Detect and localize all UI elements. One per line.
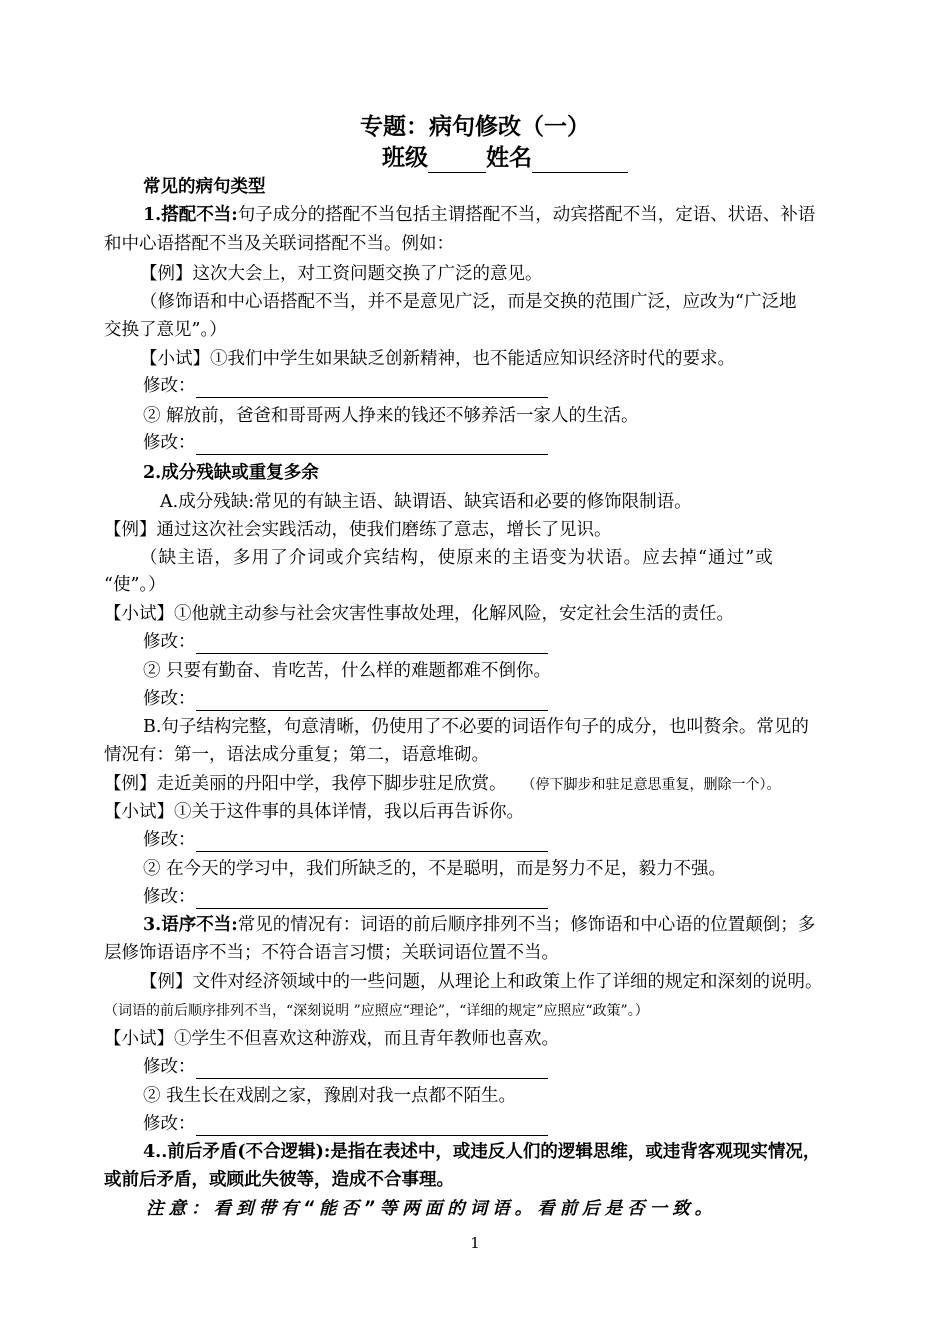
class-blank[interactable] (428, 150, 486, 173)
s1-heading: 1.搭配不当: (143, 205, 238, 225)
s2-explain1: （缺主语，多用了介词或介宾结构，使原来的主语变为状语。应去掉“通过”或 (140, 548, 774, 568)
fix-label: 修改： (143, 689, 196, 709)
s1-fix1-blank[interactable] (196, 375, 548, 398)
s2-fix1-blank[interactable] (196, 631, 548, 654)
s1-example: 【例】这次大会上，对工资问题交换了广泛的意见。 (140, 264, 543, 284)
s2-fix2-blank[interactable] (196, 688, 548, 711)
s1-fix2-blank[interactable] (196, 432, 548, 455)
page-title: 专题：病句修改（一） (360, 114, 590, 140)
s3-fix2 (143, 1112, 903, 1136)
page-number: 1 (470, 1234, 480, 1252)
fix-label: 修改： (143, 433, 196, 453)
s2-try1: 【小试】①他就主动参与社会灾害性事故处理，化解风险，安定社会生活的责任。 (104, 604, 734, 624)
section-heading: 常见的病句类型 (143, 177, 266, 197)
s3-fix1-blank[interactable] (196, 1056, 548, 1079)
s2-b-try1: 【小试】①关于这件事的具体详情，我以后再告诉你。 (104, 802, 524, 822)
s3-desc1: 常见的情况有：词语的前后顺序排列不当；修饰语和中心语的位置颠倒；多 (237, 915, 816, 935)
s3-desc2: 层修饰语语序不当；不符合语言习惯；关联词语位置不当。 (104, 943, 559, 963)
fix-label: 修改： (143, 830, 196, 850)
s4-line1: 4..前后矛盾(不合逻辑):是指在表述中，或违反人们的逻辑思维，或违背客观现实情况， (143, 1142, 821, 1162)
fix-label: 修改： (143, 632, 196, 652)
fix-label: 修改： (143, 1057, 196, 1077)
name-label: 姓名 (486, 145, 532, 171)
s3-example: 【例】文件对经济领域中的一些问题，从理论上和政策上作了详细的规定和深刻的说明。 (140, 972, 823, 992)
s2-explain2: “使”。） (104, 575, 166, 595)
s2-fix1 (143, 630, 903, 654)
s2-example: 【例】通过这次社会实践活动，使我们磨练了意志，增长了见识。 (104, 520, 612, 540)
s1-explain2: 交换了意见”。） (104, 320, 227, 340)
s3-fix1 (143, 1055, 903, 1079)
s2-b-fix1-blank[interactable] (196, 829, 548, 852)
s1-desc-line1 (143, 203, 903, 227)
name-blank[interactable] (532, 150, 628, 173)
s2-b-desc2: 情况有：第一，语法成分重复；第二，语意堆砌。 (104, 745, 489, 765)
s3-heading: 3.语序不当: (143, 915, 238, 935)
s3-explain: （词语的前后顺序排列不当，“深刻说明 ”应照应“理论”，“详细的规定”应照应“政策”。） (104, 1003, 649, 1019)
s2-b-example: 【例】走近美丽的丹阳中学，我停下脚步驻足欣赏。 (104, 774, 507, 794)
s2-b-desc1: B.句子结构完整，句意清晰，仍使用了不必要的词语作句子的成分，也叫赘余。常见的 (143, 717, 809, 737)
s2-a-desc: A.成分残缺:常见的有缺主语、缺谓语、缺宾语和必要的修饰限制语。 (160, 492, 692, 512)
s2-fix2 (143, 687, 903, 711)
s2-b-example-note: （停下脚步和驻足意思重复，删除一个）。 (528, 777, 781, 793)
fix-label: 修改： (143, 1114, 196, 1134)
s2-b-fix2 (143, 885, 903, 909)
s1-desc1: 句子成分的搭配不当包括主谓搭配不当，动宾搭配不当，定语、状语、补语 (237, 205, 816, 225)
fix-label: 修改： (143, 376, 196, 396)
s4-line2: 或前后矛盾，或顾此失彼等，造成不合事理。 (104, 1170, 454, 1190)
s1-fix1 (143, 374, 903, 398)
s3-try2: ② 我生长在戏剧之家，豫剧对我一点都不陌生。 (143, 1086, 517, 1106)
s1-desc-line2: 和中心语搭配不当及关联词搭配不当。例如： (104, 234, 454, 254)
s1-fix2 (143, 431, 903, 455)
s2-try2: ② 只要有勤奋、肯吃苦，什么样的难题都难不倒你。 (143, 661, 552, 681)
s3-try1: 【小试】①学生不但喜欢这种游戏，而且青年教师也喜欢。 (104, 1029, 559, 1049)
s3-desc-line1 (143, 913, 903, 937)
s2-b-fix1 (143, 828, 903, 852)
s4-note: 注意：看到带有“能否”等两面的词语。看前后是否一致。 (146, 1199, 718, 1219)
s1-try2: ② 解放前，爸爸和哥哥两人挣来的钱还不够养活一家人的生活。 (143, 406, 639, 426)
s1-try1: 【小试】①我们中学生如果缺乏创新精神，也不能适应知识经济时代的要求。 (140, 349, 735, 369)
s3-fix2-blank[interactable] (196, 1113, 548, 1136)
s2-b-try2: ② 在今天的学习中，我们所缺乏的，不是聪明，而是努力不足，毅力不强。 (143, 859, 727, 879)
s1-explain1: （修饰语和中心语搭配不当，并不是意见广泛，而是交换的范围广泛，应改为“广泛地 (140, 292, 797, 312)
class-label: 班级 (382, 145, 428, 171)
s2-heading: 2.成分残缺或重复多余 (143, 463, 319, 483)
s2-b-example-line (104, 772, 864, 797)
fix-label: 修改： (143, 887, 196, 907)
class-name-line (0, 143, 950, 173)
s2-b-fix2-blank[interactable] (196, 886, 548, 909)
